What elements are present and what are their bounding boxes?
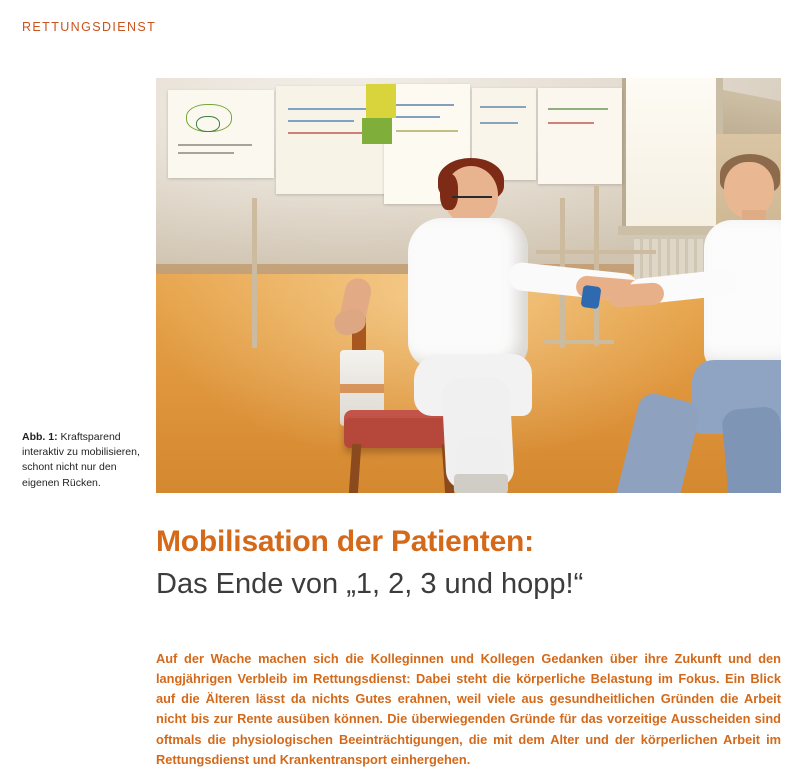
window-sill xyxy=(618,226,722,235)
running-head: RETTUNGSDIENST xyxy=(22,20,157,34)
flipchart-sheet xyxy=(538,88,622,184)
person-seated-torso xyxy=(408,218,528,368)
stand-pole xyxy=(252,198,257,348)
headline-primary: Mobilisation der Patienten: xyxy=(156,525,534,558)
yellow-sticky-note xyxy=(366,84,396,118)
chart-text-line xyxy=(288,132,366,134)
chart-text-line xyxy=(396,104,454,106)
chart-text-line xyxy=(396,116,440,118)
chart-text-line xyxy=(178,152,234,154)
stand-crossbar xyxy=(544,340,614,344)
photo-scene xyxy=(156,78,781,493)
chart-text-line xyxy=(178,144,252,146)
chair-towel-stripe xyxy=(340,384,384,393)
figure-caption-text: Kraftsparend interaktiv zu mobilisieren, schont nicht nur den eigenen Rücken. xyxy=(22,431,140,489)
stand-pole xyxy=(594,186,599,346)
lead-paragraph: Auf der Wache machen sich die Kolleginnen und Kollegen Gedanken über ihre Zukunft und den langjährigen Verbleib im Rettungsdienst: Dabei steht die körperliche Belastung im Fokus. Ein Blick auf die Älteren lässt da nichts Gutes erahnen, weil viele aus gesundheitlichen Gründen die Arbeit nicht bis zur Rente ausüben können. Die überwiegenden Gründe für das vorzeitige Ausscheiden sind oftmals die physiologischen Beeinträchtigungen, die mit dem Alter und der körperlichen Arbeit im Rettungsdienst und Krankentransport einhergehen. xyxy=(156,650,781,767)
figure-caption-label: Abb. 1: xyxy=(22,431,58,443)
figure-photo xyxy=(156,78,781,493)
blue-wristband xyxy=(581,285,602,309)
green-sticky-note xyxy=(362,118,392,144)
person-standing-back-leg xyxy=(721,406,781,493)
person-standing-forearm xyxy=(607,282,664,308)
figure-caption xyxy=(22,430,142,491)
chart-text-line xyxy=(548,108,608,110)
chart-text-line xyxy=(396,130,458,132)
headline-secondary: Das Ende von „1, 2, 3 und hopp!“ xyxy=(156,568,584,600)
headline-block xyxy=(156,524,781,602)
chart-text-line xyxy=(480,122,518,124)
window xyxy=(626,78,723,234)
person-seated-knee-support xyxy=(454,474,508,493)
flipchart-sheet xyxy=(168,90,274,178)
chart-text-line xyxy=(288,108,372,110)
chart-text-line xyxy=(480,106,526,108)
chart-text-line xyxy=(548,122,594,124)
person-seated-glasses xyxy=(452,196,492,208)
window-frame xyxy=(622,78,626,234)
chart-text-line xyxy=(288,120,354,122)
stand-crossbar xyxy=(536,250,656,254)
chart-drawing xyxy=(196,116,220,132)
